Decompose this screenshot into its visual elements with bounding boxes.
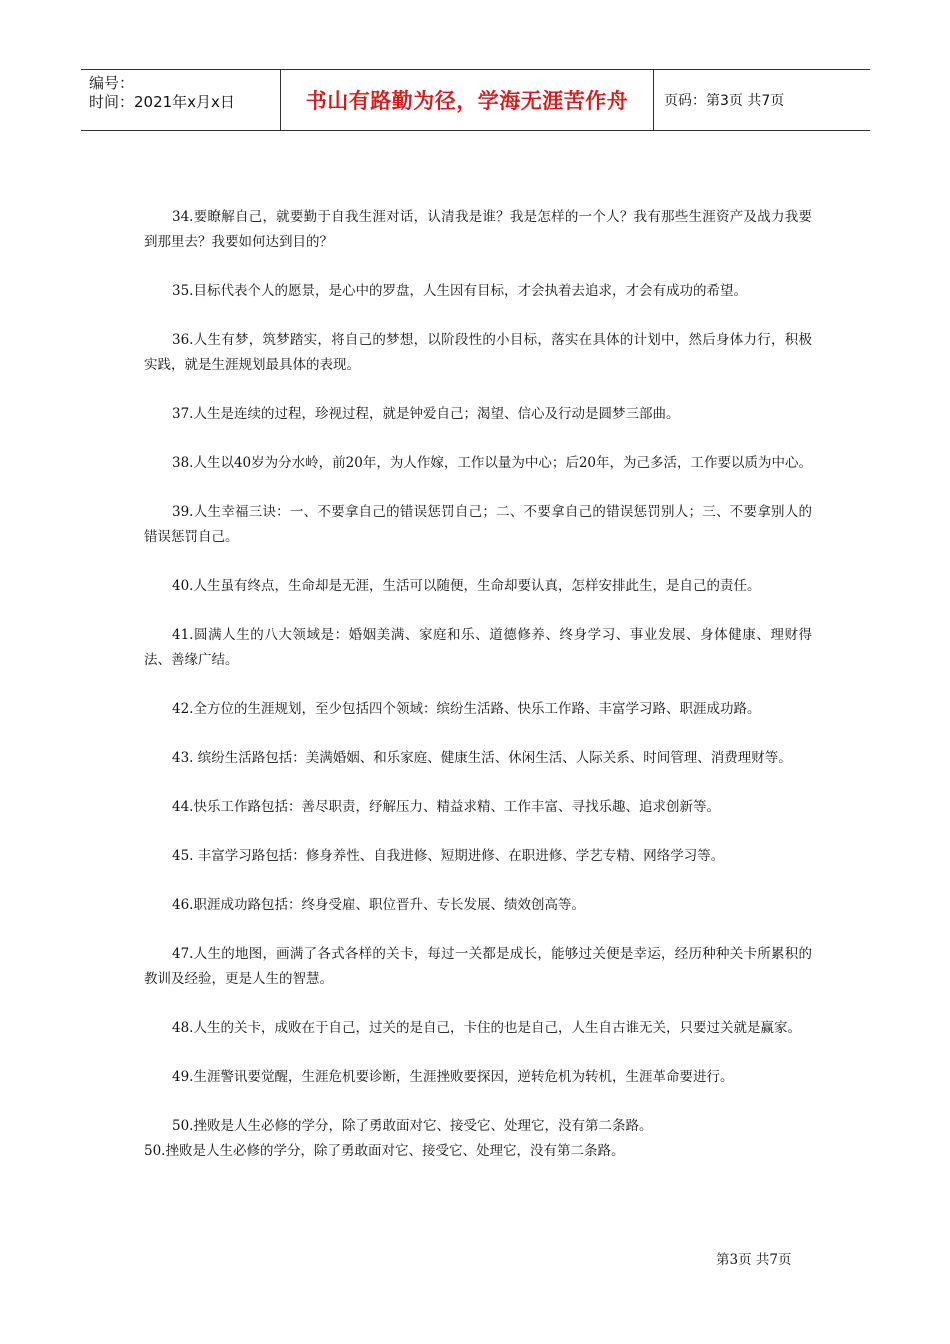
header-number-label: 编号：: [89, 74, 135, 92]
paragraph-49: 49.生涯警讯要觉醒，生涯危机要诊断，生涯挫败要探因，逆转危机为转机，生涯革命要进行。: [172, 1069, 734, 1085]
paragraph-39: 39.人生幸福三诀：一、不要拿自己的错误惩罚自己；二、不要拿自己的错误惩罚别人；三、不要拿别人的错误惩罚自己。: [144, 504, 812, 545]
paragraph-42: 42.全方位的生涯规划，至少包括四个领域：缤纷生活路、快乐工作路、丰富学习路、职涯成功路。: [172, 701, 761, 717]
header-date-label: 时间：2021年x月x日: [89, 93, 235, 111]
paragraph-46: 46.职涯成功路包括：终身受雇、职位晋升、专长发展、绩效创高等。: [172, 897, 585, 913]
paragraph-36: 36.人生有梦，筑梦踏实，将自己的梦想，以阶段性的小目标，落实在具体的计划中，然后身体力行，积极实践，就是生涯规划最具体的表现。: [144, 332, 812, 373]
document-header: [81, 69, 870, 131]
paragraph-38: 38.人生以40岁为分水岭，前20年，为人作嫁，工作以量为中心；后20年，为己多活，工作要以质为中心。: [172, 455, 813, 471]
header-page-info: 页码：第3页 共7页: [664, 93, 785, 109]
paragraph-45: 45. 丰富学习路包括：修身养性、自我进修、短期进修、在职进修、学艺专精、网络学习等。: [172, 848, 725, 864]
page-footer: 第3页 共7页: [716, 1252, 792, 1268]
paragraph-35: 35.目标代表个人的愿景，是心中的罗盘，人生因有目标，才会执着去追求，才会有成功的希望。: [172, 283, 747, 299]
paragraph-44: 44.快乐工作路包括：善尽职责，纾解压力、精益求精、工作丰富、寻找乐趣、追求创新等。: [172, 799, 720, 815]
paragraph-41: 41.圆满人生的八大领域是：婚姻美满、家庭和乐、道德修养、终身学习、事业发展、身体健康、理财得法、善缘广结。: [144, 627, 812, 668]
document-body: [144, 205, 812, 1164]
paragraph-40: 40.人生虽有终点，生命却是无涯，生活可以随便，生命却要认真，怎样安排此生，是自己的责任。: [172, 578, 761, 594]
paragraph-43: 43. 缤纷生活路包括：美满婚姻、和乐家庭、健康生活、休闲生活、人际关系、时间管理、消费理财等。: [172, 750, 792, 766]
paragraph-48: 48.人生的关卡，成败在于自己，过关的是自己，卡住的也是自己，人生自古谁无关，只要过关就是赢家。: [172, 1020, 801, 1036]
paragraph-50: 50.挫败是人生必修的学分，除了勇敢面对它、接受它、处理它，没有第二条路。: [172, 1118, 653, 1134]
paragraph-47: 47.人生的地图，画满了各式各样的关卡，每过一关都是成长，能够过关便是幸运，经历种种关卡所累积的教训及经验，更是人生的智慧。: [144, 946, 812, 987]
header-meta: [81, 70, 281, 130]
header-motto: 书山有路勤为径，学海无涯苦作舟: [281, 70, 654, 130]
paragraph-34: 34.要瞭解自己，就要勤于自我生涯对话，认清我是谁？我是怎样的一个人？我有那些生涯资产及战力我要到那里去？我要如何达到目的？: [144, 209, 812, 250]
paragraph-50-duplicate: 50.挫败是人生必修的学分，除了勇敢面对它、接受它、处理它，没有第二条路。: [144, 1143, 625, 1159]
paragraph-37: 37.人生是连续的过程，珍视过程，就是钟爱自己；渴望、信心及行动是圆梦三部曲。: [172, 406, 680, 422]
